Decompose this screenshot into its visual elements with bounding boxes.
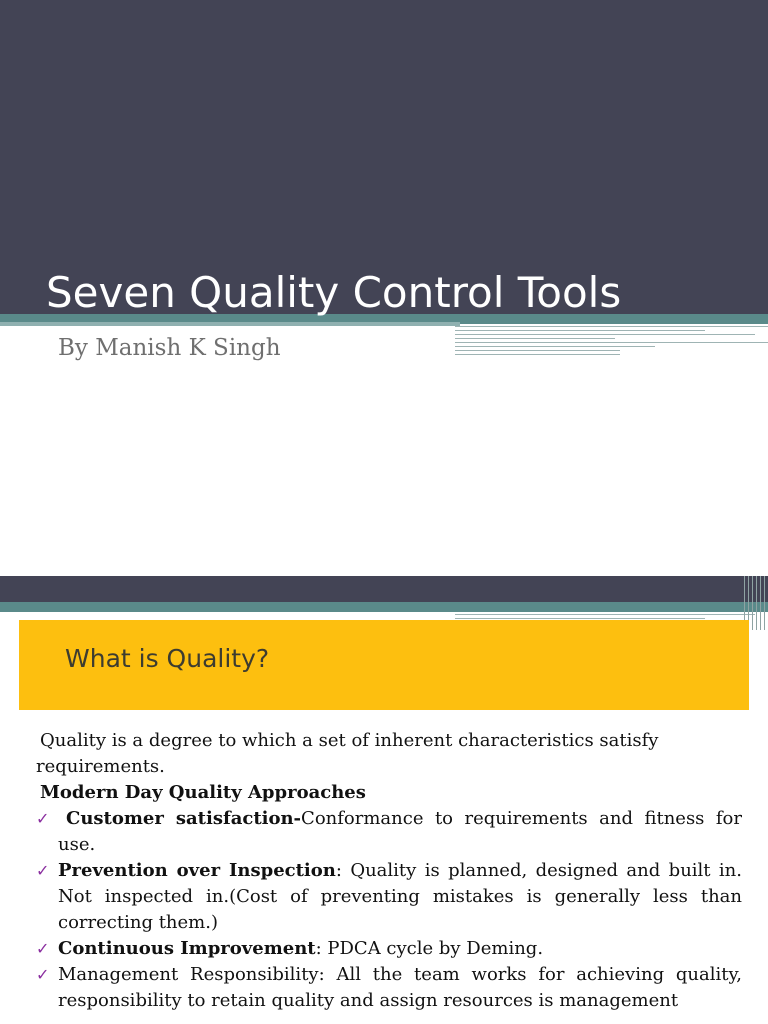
definition-text: Quality is a degree to which a set of inherent characteristics satisfy requirements. <box>36 730 659 777</box>
title-bar <box>19 620 749 710</box>
list-item <box>36 858 742 936</box>
checkmark-icon: ✓ <box>36 809 50 828</box>
list-item <box>36 806 742 858</box>
list-item <box>36 962 742 1014</box>
presentation-subtitle: By Manish K Singh <box>58 335 281 361</box>
bullet-text: Conformance to requirements and fitness for use. <box>58 808 742 855</box>
bullet-bold-label: Continuous Improvement <box>58 938 316 959</box>
bullet-bold-label: Customer satisfaction- <box>66 808 302 829</box>
checkmark-icon: ✓ <box>36 965 50 984</box>
presentation-title: Seven Quality Control Tools <box>46 268 622 317</box>
header-band <box>0 576 768 604</box>
bullet-text: Management Responsibility: All the team works for achieving quality, responsibility to retain quality and assign resources is management <box>58 964 742 1011</box>
slide-body <box>36 728 742 1014</box>
decorative-stripes <box>455 324 768 356</box>
slide-title: What is Quality? <box>65 644 270 673</box>
list-item <box>36 936 742 962</box>
checkmark-icon: ✓ <box>36 861 50 880</box>
bullet-text: : Quality is planned, designed and built in. Not inspected in.(Cost of preventing mistakes is generally less than correcting them.) <box>58 860 742 933</box>
accent-band <box>0 602 768 612</box>
checkmark-icon: ✓ <box>36 939 50 958</box>
section-heading: Modern Day Quality Approaches <box>40 782 366 803</box>
content-slide <box>0 576 768 1024</box>
bullet-bold-label: Prevention over Inspection <box>58 860 336 881</box>
bullet-text: : PDCA cycle by Deming. <box>315 938 544 959</box>
accent-band-thin <box>0 322 460 326</box>
